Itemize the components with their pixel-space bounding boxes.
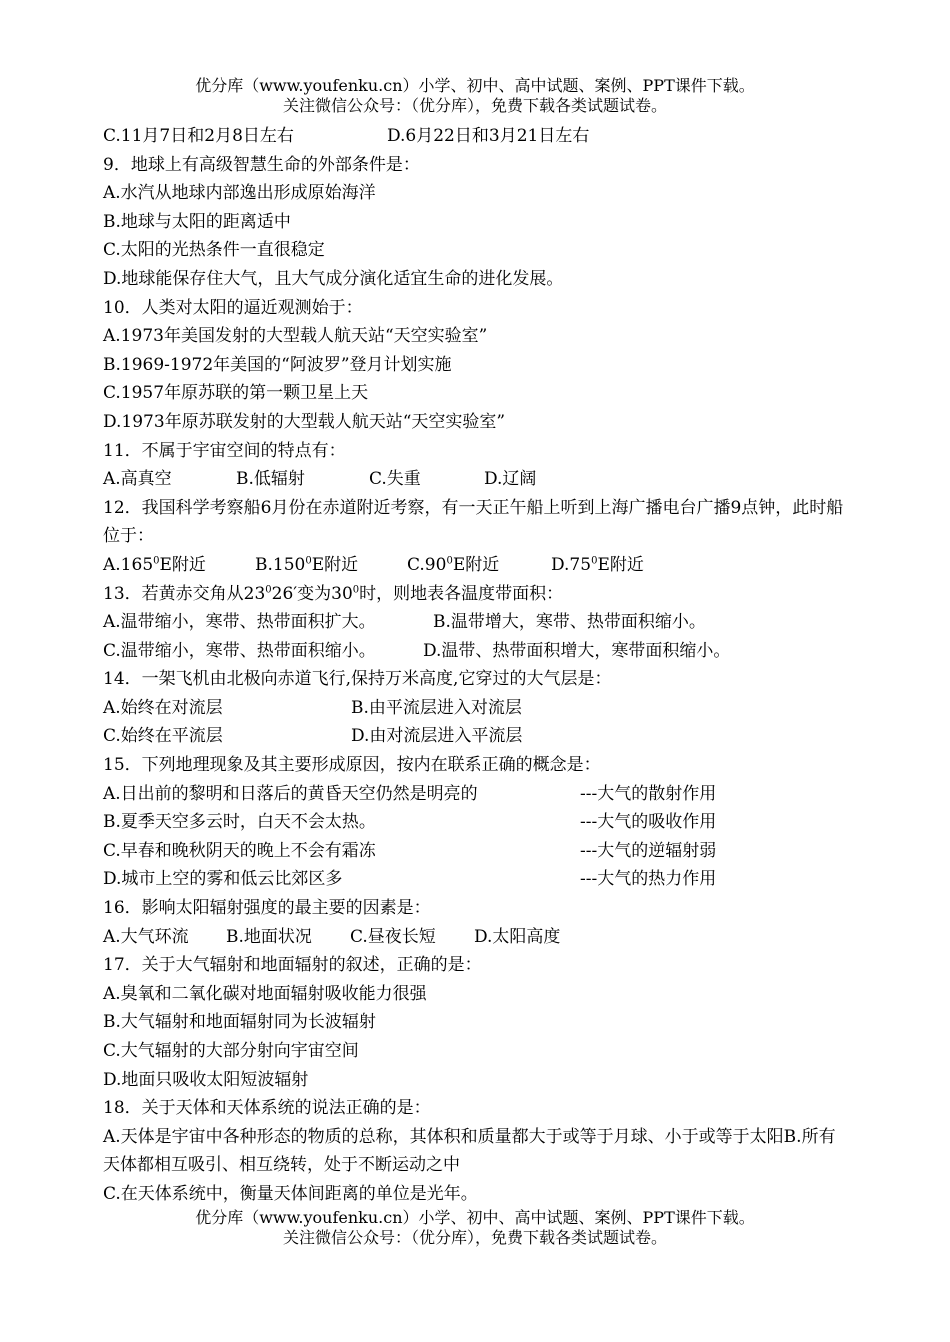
q10-option-a: A.1973年美国发射的大型载人航天站“天空实验室” bbox=[103, 326, 488, 347]
q14-options-ab bbox=[103, 694, 848, 723]
q15-option-b-reason: ---大气的吸收作用 bbox=[580, 812, 717, 833]
q14-option-c: C.始终在平流层 bbox=[103, 726, 223, 747]
q15-option-c: C.早春和晚秋阴天的晚上不会有霜冻 bbox=[103, 840, 376, 861]
q9-stem: 9．地球上有高级智慧生命的外部条件是： bbox=[103, 154, 420, 175]
q13-options-cd bbox=[103, 637, 848, 666]
footer-line-1: 优分库（www.youfenku.cn）小学、初中、高中试题、案例、PPT课件下载。 bbox=[195, 1208, 755, 1227]
q16-option-a: A.大气环流 bbox=[103, 926, 189, 947]
q11-option-d: D.辽阔 bbox=[484, 469, 537, 490]
q15-option-a-row bbox=[103, 780, 848, 809]
q17-option-d: D.地面只吸收太阳短波辐射 bbox=[103, 1069, 309, 1090]
q16-option-b: B.地面状况 bbox=[226, 926, 312, 947]
exam-content bbox=[103, 122, 848, 1209]
q13-option-c: C.温带缩小，寒带、热带面积缩小。 bbox=[103, 640, 376, 661]
q14-options-cd bbox=[103, 722, 848, 751]
header-line-1: 优分库（www.youfenku.cn）小学、初中、高中试题、案例、PPT课件下载。 bbox=[195, 76, 755, 95]
q9-option-d: D.地球能保存住大气，且大气成分演化适宜生命的进化发展。 bbox=[103, 268, 564, 289]
q8-options-cd bbox=[103, 122, 848, 151]
q16-options bbox=[103, 923, 848, 952]
footer-line-2: 关注微信公众号：（优分库），免费下载各类试题试卷。 bbox=[282, 1228, 667, 1247]
q18-options-ab: A.天体是宇宙中各种形态的物质的总称，其体积和质量都大于或等于月球、小于或等于太阳B.所有天体都相互吸引、相互绕转，处于不断运动之中 bbox=[103, 1126, 836, 1176]
q16-stem: 16．影响太阳辐射强度的最主要的因素是： bbox=[103, 898, 431, 919]
q15-option-c-reason: ---大气的逆辐射弱 bbox=[580, 840, 717, 861]
q8-option-c: C.11月7日和2月8日左右 bbox=[103, 126, 294, 146]
q11-option-a: A.高真空 bbox=[103, 469, 172, 490]
q17-option-c: C.大气辐射的大部分射向宇宙空间 bbox=[103, 1041, 359, 1061]
q15-option-c-row bbox=[103, 837, 848, 866]
q14-option-b: B.由平流层进入对流层 bbox=[351, 697, 522, 718]
q13-option-b: B.温带增大，寒带、热带面积缩小。 bbox=[433, 612, 706, 633]
q11-option-c: C.失重 bbox=[369, 469, 421, 490]
q14-option-a: A.始终在对流层 bbox=[103, 697, 223, 718]
q10-option-b: B.1969-1972年美国的“阿波罗”登月计划实施 bbox=[103, 354, 452, 375]
q10-stem: 10．人类对太阳的逼近观测始于： bbox=[103, 297, 363, 318]
q9-option-a: A.水汽从地球内部逸出形成原始海洋 bbox=[103, 183, 376, 204]
q15-option-a: A.日出前的黎明和日落后的黄昏天空仍然是明亮的 bbox=[103, 783, 478, 804]
q12-option-b: B.150$^0$E附近 bbox=[255, 554, 359, 575]
q15-option-b: B.夏季天空多云时，白天不会太热。 bbox=[103, 812, 376, 833]
header-line-2: 关注微信公众号：（优分库），免费下载各类试题试卷。 bbox=[282, 96, 667, 115]
q16-option-d: D.太阳高度 bbox=[474, 926, 561, 947]
q13-option-a: A.温带缩小，寒带、热带面积扩大。 bbox=[103, 612, 376, 633]
q18-stem: 18．关于天体和天体系统的说法正确的是： bbox=[103, 1098, 431, 1119]
q17-option-b: B.大气辐射和地面辐射同为长波辐射 bbox=[103, 1012, 376, 1033]
q12-option-a: A.165$^0$E附近 bbox=[103, 554, 206, 575]
q17-stem: 17．关于大气辐射和地面辐射的叙述，正确的是： bbox=[103, 955, 482, 976]
q13-stem: 13．若黄赤交角从$23^026'$变为$30^0$时，则地表各温度带面积： bbox=[103, 583, 564, 604]
q11-option-b: B.低辐射 bbox=[236, 469, 305, 490]
q12-option-c: $C.90^0E$附近 bbox=[407, 554, 500, 575]
q14-stem: 14．一架飞机由北极向赤道飞行,保持万米高度,它穿过的大气层是： bbox=[103, 669, 612, 690]
q10-option-d: D.1973年原苏联发射的大型载人航天站“天空实验室” bbox=[103, 411, 506, 432]
q13-options-ab bbox=[103, 608, 848, 637]
q9-option-c: C.太阳的光热条件一直很稳定 bbox=[103, 240, 325, 261]
q14-option-d: D.由对流层进入平流层 bbox=[351, 726, 523, 747]
q12-stem: 12．我国科学考察船6月份在赤道附近考察，有一天正午船上听到上海广播电台广播9点钟，此时船位于： bbox=[103, 497, 844, 547]
q18-option-c: C.在天体系统中，衡量天体间距离的单位是光年。 bbox=[103, 1183, 478, 1204]
q15-option-d: D.城市上空的雾和低云比郊区多 bbox=[103, 869, 343, 890]
q16-option-c: C.昼夜长短 bbox=[350, 926, 436, 947]
q11-options bbox=[103, 465, 848, 494]
q10-option-c: C.1957年原苏联的第一颗卫星上天 bbox=[103, 383, 369, 404]
q15-option-d-row bbox=[103, 865, 848, 894]
q12-option-d: $D.75^0E$附近 bbox=[551, 554, 644, 575]
q8-option-d: D.6月22日和3月21日左右 bbox=[387, 126, 590, 146]
q15-option-d-reason: ---大气的热力作用 bbox=[580, 869, 717, 890]
q13-option-d: D.温带、热带面积增大，寒带面积缩小。 bbox=[423, 640, 731, 661]
q15-option-a-reason: ---大气的散射作用 bbox=[580, 783, 717, 804]
q11-stem: 11．不属于宇宙空间的特点有： bbox=[103, 440, 346, 461]
q17-option-a: A.臭氧和二氧化碳对地面辐射吸收能力很强 bbox=[103, 983, 427, 1004]
q12-options bbox=[103, 551, 848, 580]
q15-option-b-row bbox=[103, 808, 848, 837]
q15-stem: 15．下列地理现象及其主要形成原因，按内在联系正确的概念是： bbox=[103, 755, 601, 776]
q9-option-b: B.地球与太阳的距离适中 bbox=[103, 211, 291, 232]
